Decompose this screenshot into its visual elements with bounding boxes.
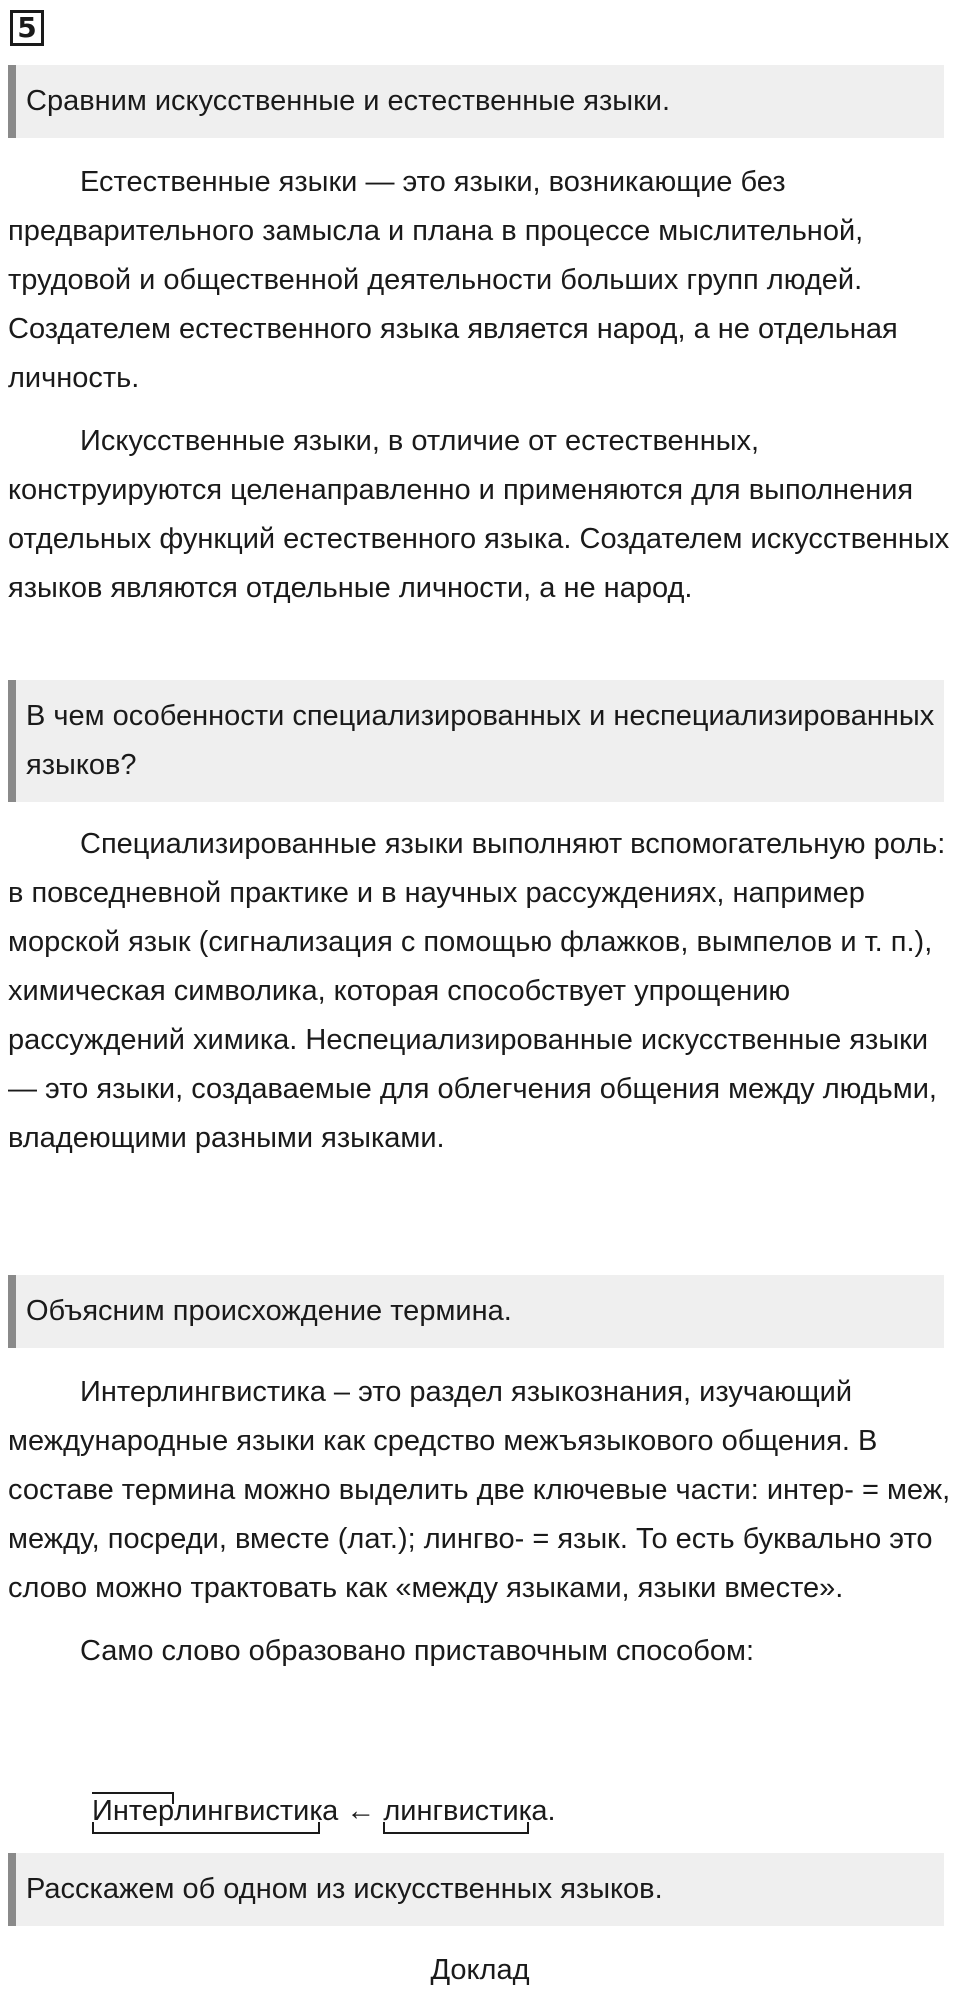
- answer-block-2: [8, 820, 958, 1163]
- stem-rest: лингвистик: [174, 1795, 323, 1827]
- question-text: Расскажем об одном из искусственных языков.: [26, 1873, 663, 1905]
- question-text: Объясним происхождение термина.: [26, 1295, 512, 1327]
- prefix-morpheme: Интер: [92, 1787, 174, 1836]
- derived-word-stem: [92, 1787, 322, 1836]
- morphemic-analysis: [92, 1787, 556, 1836]
- report-caption: Доклад: [430, 1954, 530, 1986]
- derivation-arrow-icon: ←: [346, 1795, 376, 1827]
- answer-paragraph: Специализированные языки выполняют вспомогательную роль: в повседневной практике и в научных рассуждениях, например морской язык (сигнализация с помощью флажков, вымпелов и т. п.), химическая символика, которая способствует упрощению рассуждений химика. Неспециализированные искусственные языки — это языки, создаваемые для облегчения общения между людьми, владеющими разными языками.: [8, 828, 946, 1154]
- question-block-4: [8, 1853, 944, 1926]
- derived-ending: а: [322, 1795, 339, 1827]
- task-number-badge: 5: [10, 10, 44, 46]
- base-mark-icon: [383, 1822, 529, 1834]
- question-block-3: [8, 1275, 944, 1348]
- source-word-stem: лингвистик: [383, 1787, 531, 1836]
- question-block-2: [8, 680, 944, 802]
- answer-block-3: [8, 1368, 958, 1676]
- period: .: [547, 1795, 556, 1827]
- question-block-1: [8, 65, 944, 138]
- base-mark-icon: [92, 1822, 320, 1834]
- answer-paragraph: Само слово образовано приставочным способом:: [80, 1635, 755, 1667]
- answer-paragraph: Естественные языки — это языки, возникающие без предварительного замысла и плана в процессе мыслительной, трудовой и общественной деятельности больших групп людей. Создателем естественного языка является народ, а не отдельная личность.: [8, 166, 898, 394]
- answer-block-1: [8, 158, 958, 613]
- answer-paragraph: Искусственные языки, в отличие от естественных, конструируются целенаправленно и применяются для выполнения отдельных функций естественного языка. Создателем искусственных языков являются отдельные личности, а не народ.: [8, 425, 950, 604]
- answer-paragraph: Интерлингвистика – это раздел языкознания, изучающий международные языки как средство межъязыкового общения. В составе термина можно выделить две ключевые части: интер- = меж, между, посреди, вместе (лат.); лингво- = язык. То есть буквально это слово можно трактовать как «между языками, языки вместе».: [8, 1376, 951, 1604]
- prefix-mark-icon: [92, 1792, 174, 1804]
- question-text: В чем особенности специализированных и неспециализированных языков?: [26, 700, 935, 781]
- source-ending: а: [531, 1795, 548, 1827]
- question-text: Сравним искусственные и естественные языки.: [26, 85, 671, 117]
